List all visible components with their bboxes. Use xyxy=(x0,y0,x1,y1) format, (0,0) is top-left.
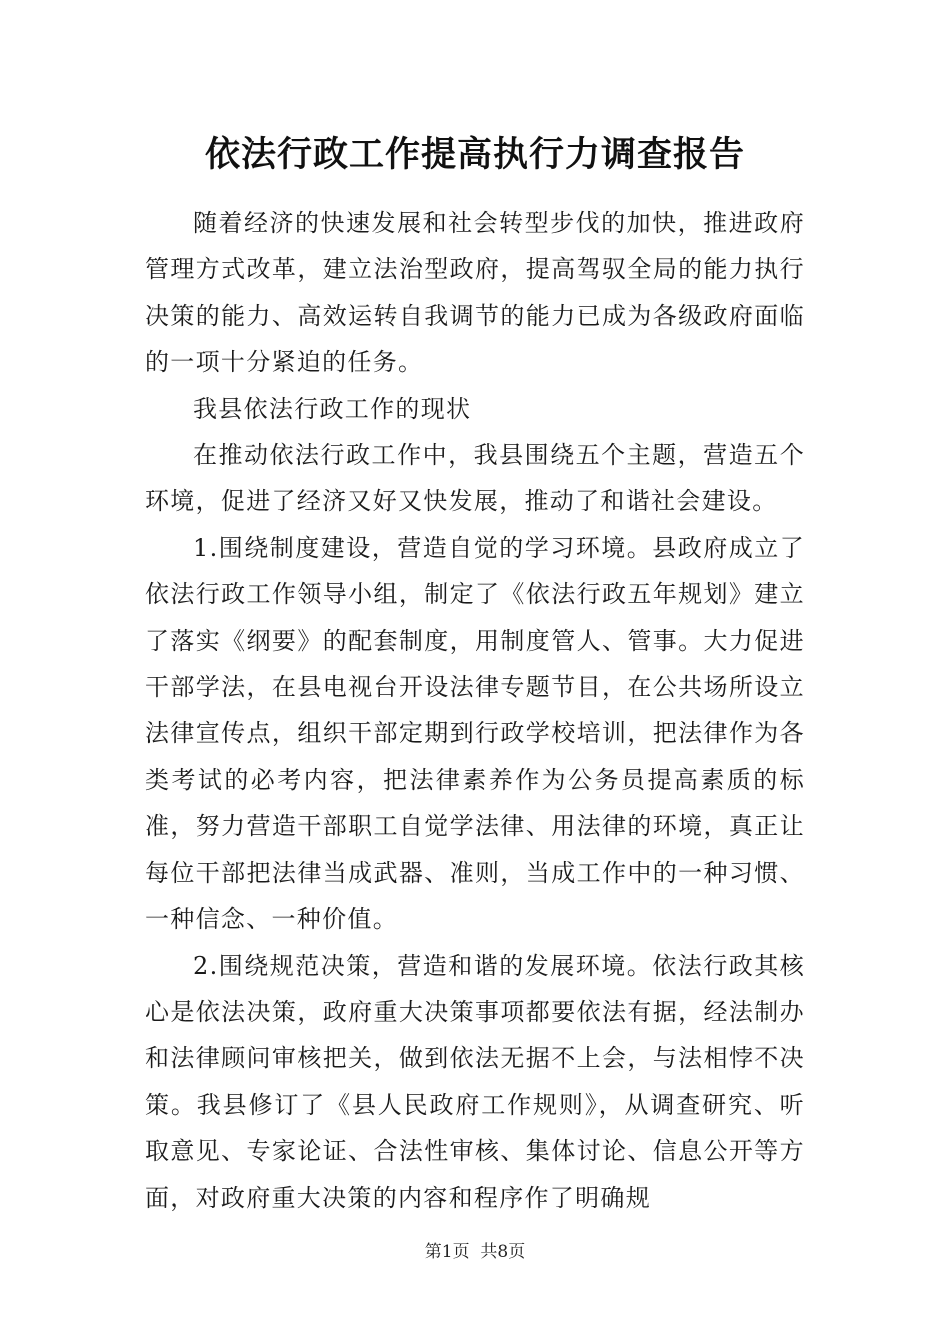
document-title: 依法行政工作提高执行力调查报告 xyxy=(204,134,745,175)
page-footer xyxy=(0,1240,950,1264)
section-heading-status: 我县依法行政工作的现状 xyxy=(193,394,472,423)
document-body xyxy=(145,200,805,1221)
footer-separator xyxy=(470,1242,481,1262)
page-number: 第1页 xyxy=(424,1242,470,1262)
paragraph-item-2: 2.围绕规范决策，营造和谐的发展环境。依法行政其核心是依法决策，政府重大决策事项都要依法有据，经法制办和法律顾问审核把关，做到依法无据不上会，与法相悖不决策。我县修订了《县人民政府工作规则》，从调查研究、听取意见、专家论证、合法性审核、集体讨论、信息公开等方面，对政府重大决策的内容和程序作了明确规 xyxy=(145,951,805,1212)
paragraph-overview: 在推动依法行政工作中，我县围绕五个主题，营造五个环境，促进了经济又好又快发展，推动了和谐社会建设。 xyxy=(145,441,805,516)
page-total: 共8页 xyxy=(480,1242,526,1262)
paragraph-intro: 随着经济的快速发展和社会转型步伐的加快，推进政府管理方式改革，建立法治型政府，提高驾驭全局的能力执行决策的能力、高效运转自我调节的能力已成为各级政府面临的一项十分紧迫的任务。 xyxy=(145,209,805,377)
paragraph-item-1: 1.围绕制度建设，营造自觉的学习环境。县政府成立了依法行政工作领导小组，制定了《依法行政五年规划》建立了落实《纲要》的配套制度，用制度管人、管事。大力促进干部学法，在县电视台开设法律专题节目，在公共场所设立法律宣传点，组织干部定期到行政学校培训，把法律作为各类考试的必考内容，把法律素养作为公务员提高素质的标准，努力营造干部职工自觉学法律、用法律的环境，真正让每位干部把法律当成武器、准则，当成工作中的一种习惯、一种信念、一种价值。 xyxy=(145,533,805,934)
